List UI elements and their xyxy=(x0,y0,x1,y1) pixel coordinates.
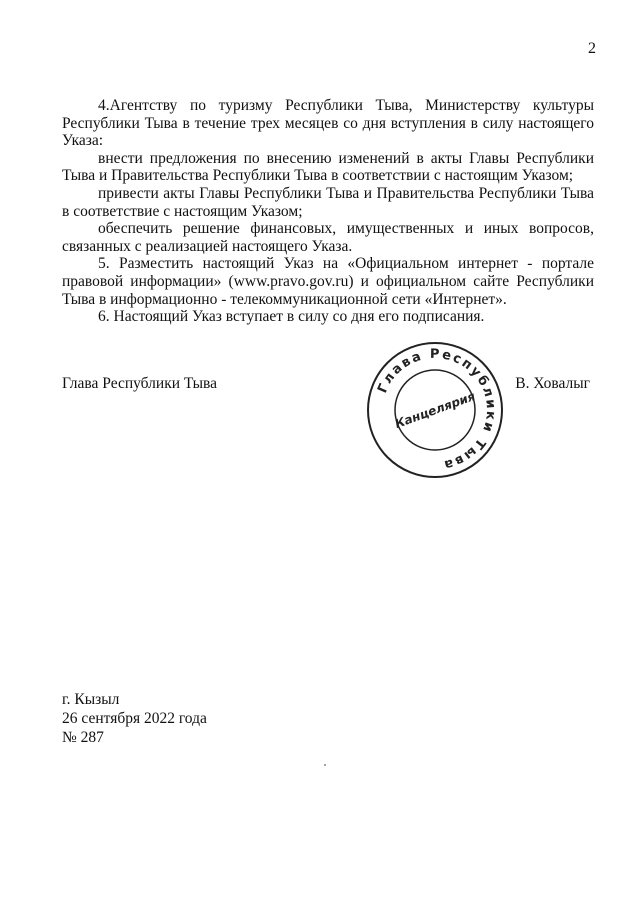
paragraph-5: 5. Разместить настоящий Указ на «Официальном интернет - портале правовой информации» (www.pravo.gov.ru) и официальном сайте Республики Тыва в информационно - телекоммуникационной сети «Интернет». xyxy=(62,255,594,308)
signatory-name: В. Ховалыг xyxy=(515,375,590,392)
paragraph-4: 4.Агентству по туризму Республики Тыва, Министерству культуры Республики Тыва в течение трех месяцев со дня вступления в силу настоящего Указа: xyxy=(62,97,594,150)
footer-date: 26 сентября 2022 года xyxy=(62,710,207,727)
paragraph-4-item-3: обеспечить решение финансовых, имущественных и иных вопросов, связанных с реализацией настоящего Указа. xyxy=(62,220,594,255)
decree-footer xyxy=(62,690,207,747)
official-stamp xyxy=(365,340,505,480)
page-number: 2 xyxy=(588,40,596,57)
footer-number: № 287 xyxy=(62,729,104,746)
paragraph-6: 6. Настоящий Указ вступает в силу со дня его подписания. xyxy=(98,308,485,326)
stamp-center-text: Канцелярия xyxy=(392,388,478,432)
signatory-position: Глава Республики Тыва xyxy=(62,375,218,392)
footer-city: г. Кызыл xyxy=(62,691,120,708)
scan-dot xyxy=(324,764,326,766)
signature-row xyxy=(62,375,590,395)
paragraph-4-item-2: привести акты Главы Республики Тыва и Правительства Республики Тыва в соответствие с настоящим Указом; xyxy=(62,184,594,220)
paragraph-4-item-1: внести предложения по внесению изменений в акты Главы Республики Тыва и Правительства Республики Тыва в соответствии с настоящим Указом; xyxy=(62,149,594,185)
decree-body xyxy=(62,97,594,326)
stamp-ring-text: Глава Республики Тыва xyxy=(375,346,499,473)
